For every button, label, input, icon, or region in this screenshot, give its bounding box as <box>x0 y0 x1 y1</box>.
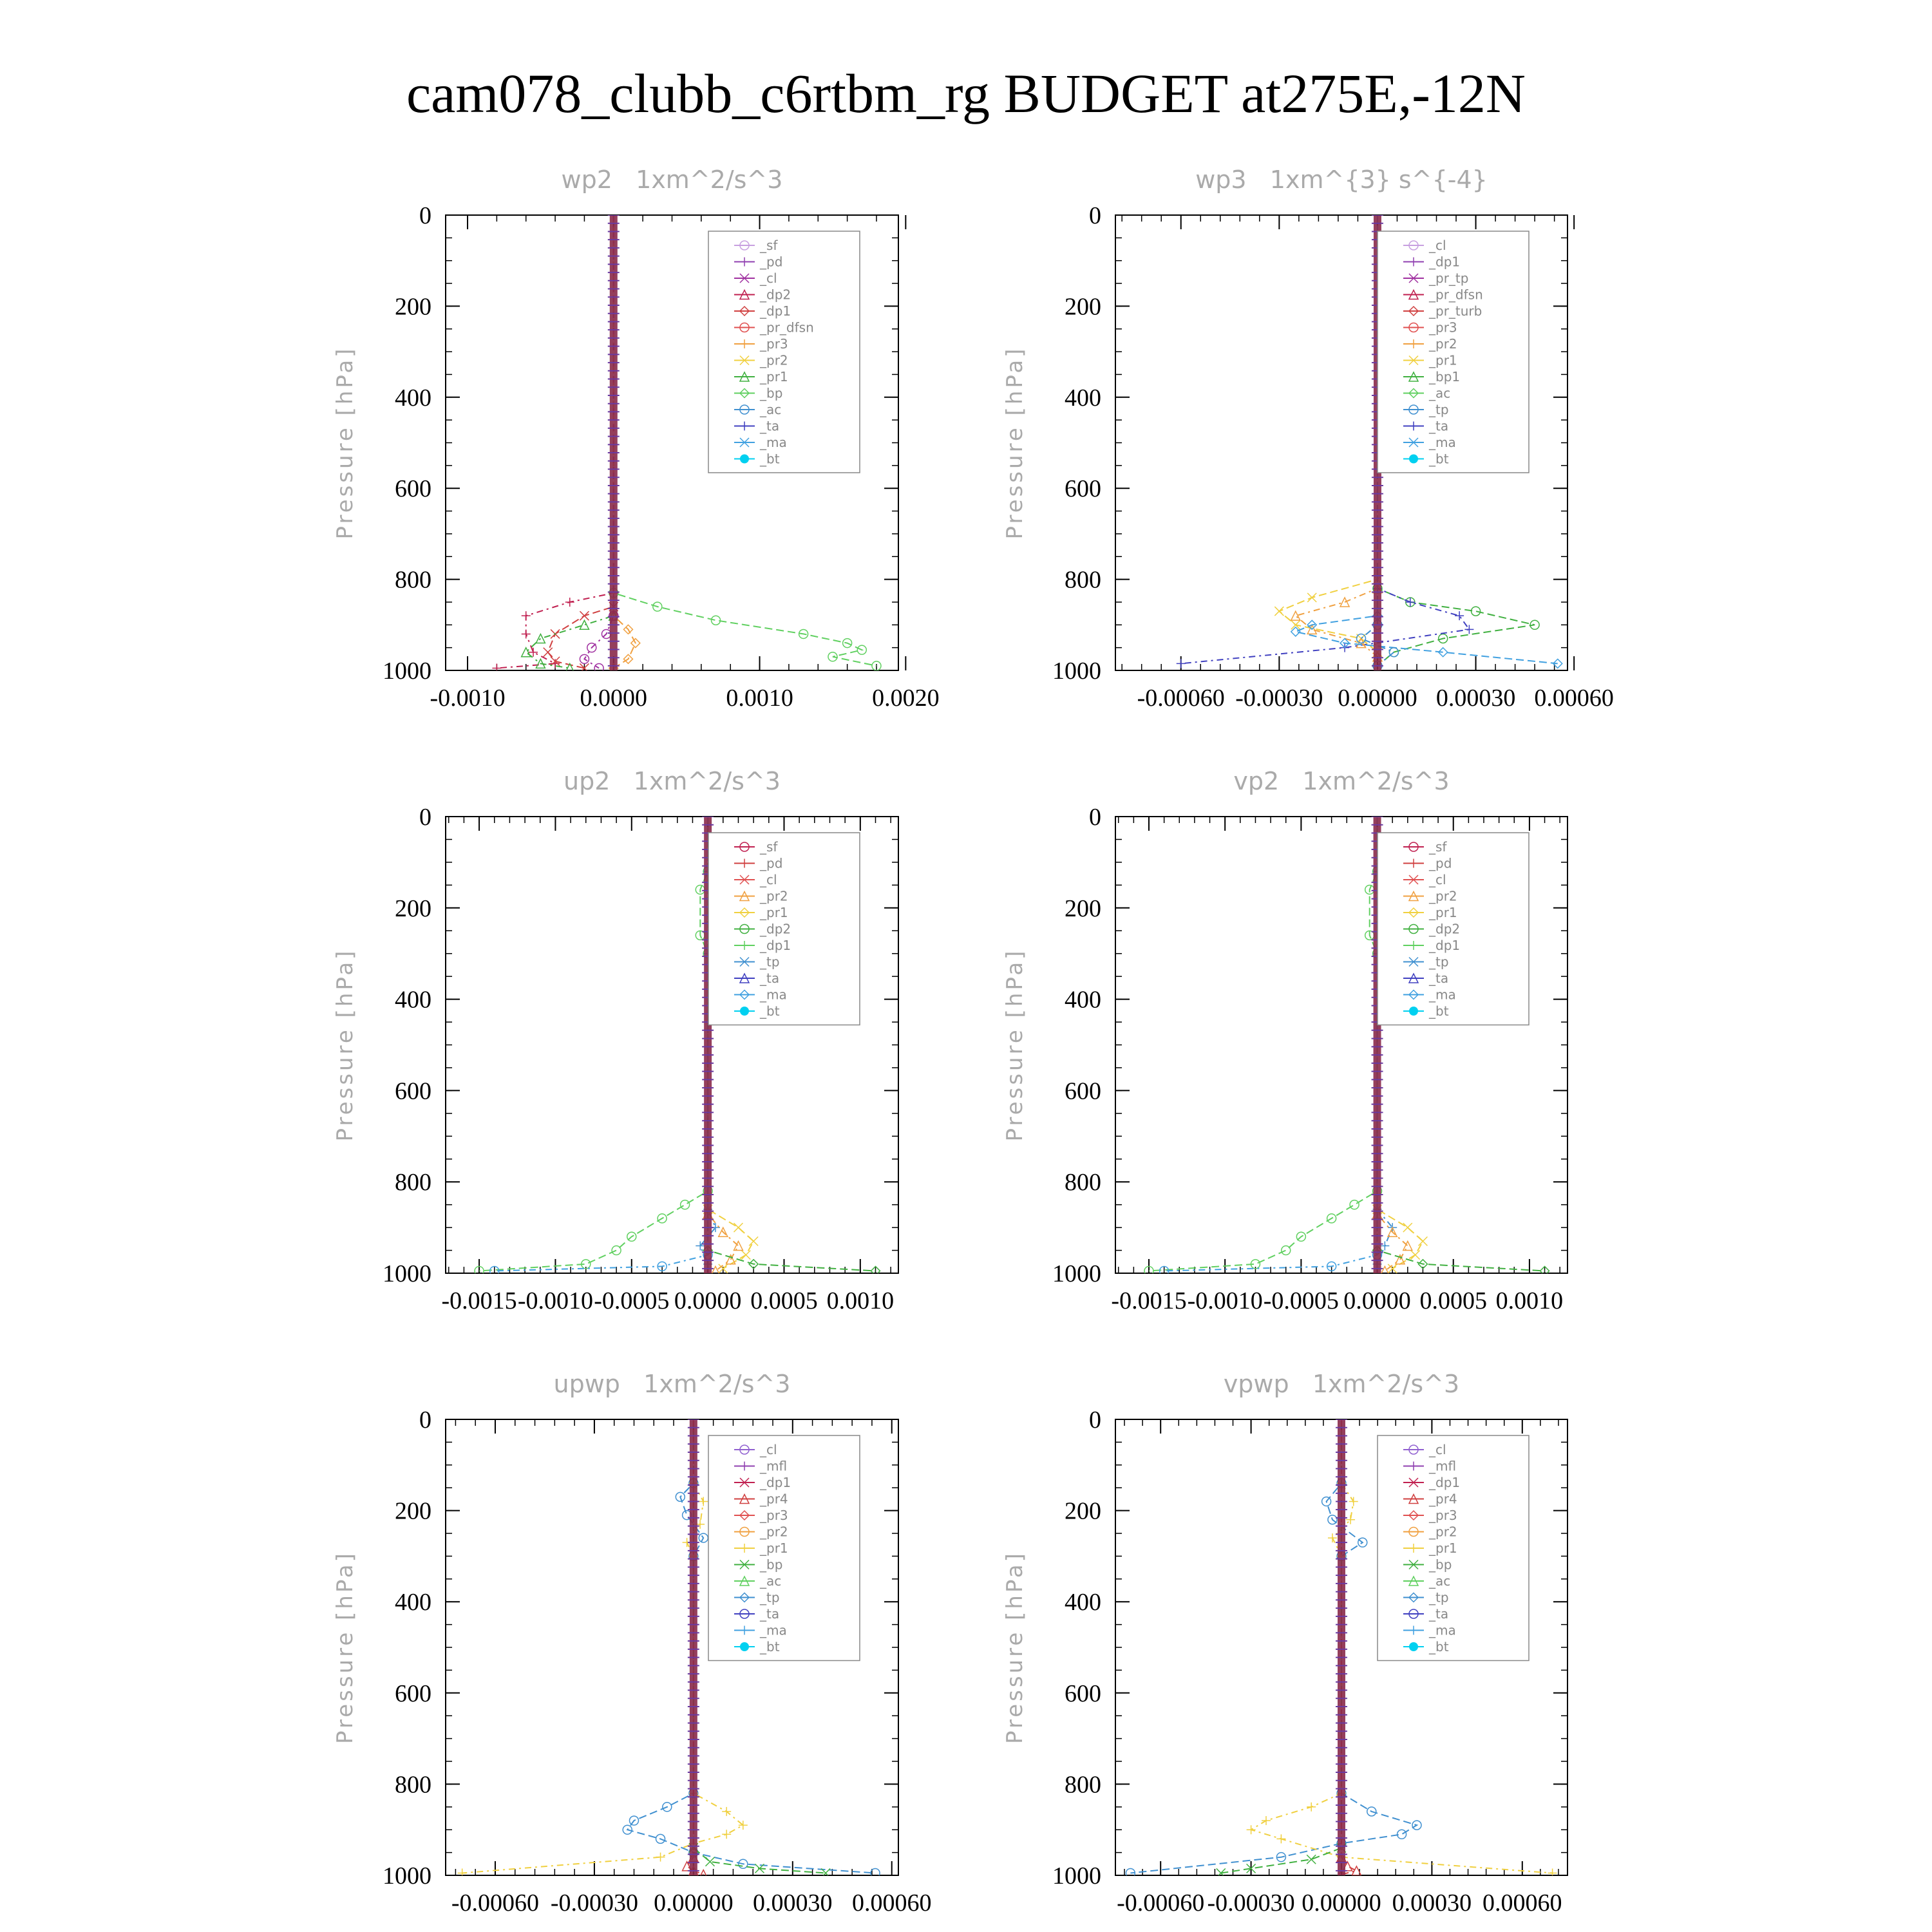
x-tick-label: -0.0015 <box>441 1287 517 1314</box>
data-point <box>722 1830 731 1839</box>
y-tick-label: 0 <box>419 202 431 229</box>
legend-label: _ta <box>760 418 780 434</box>
series-line-pr1 <box>1279 215 1378 652</box>
y-tick-label: 600 <box>395 475 431 503</box>
legend-label: _cl <box>760 1442 777 1457</box>
x-tick-label: 0.0010 <box>826 1287 895 1314</box>
legend-label: _pd <box>760 855 783 871</box>
x-tick-label: 0.0010 <box>1495 1287 1564 1314</box>
legend-label: _pr_tp <box>1429 270 1469 286</box>
data-point <box>699 1497 708 1506</box>
series-line-bp <box>1221 1419 1341 1873</box>
legend-label: _pr1 <box>760 369 788 384</box>
x-tick-label: 0.0020 <box>872 685 940 712</box>
legend-marker <box>740 455 749 464</box>
legend <box>1378 1435 1529 1661</box>
data-point <box>1262 1816 1271 1825</box>
legend-label: _ma <box>760 1622 787 1638</box>
x-tick-label: -0.0010 <box>430 685 506 712</box>
legend-label: _pr2 <box>760 888 788 904</box>
zero-profile-bundle <box>610 215 618 670</box>
chart-panel-6 <box>1002 1370 1567 1917</box>
data-point <box>1282 1246 1291 1255</box>
x-tick-label: 0.0010 <box>726 685 793 712</box>
data-point <box>544 648 553 657</box>
y-tick-label: 400 <box>395 384 431 412</box>
x-tick-label: 0.00030 <box>1435 685 1516 712</box>
y-tick-label: 600 <box>395 1077 431 1105</box>
legend-label: _ta <box>1429 971 1449 986</box>
y-tick-label: 0 <box>419 804 431 831</box>
legend-label: _pr_dfsn <box>1429 287 1483 303</box>
legend-label: _pr3 <box>1429 1508 1457 1523</box>
y-tick-label: 400 <box>1065 384 1101 412</box>
y-tick-label: 600 <box>1065 475 1101 503</box>
panel-title: wp3 1xm^{3} s^{-4} <box>1195 166 1488 194</box>
x-tick-label: 0.00060 <box>1482 1889 1562 1917</box>
y-tick-label: 400 <box>1065 986 1101 1014</box>
y-tick-label: 1000 <box>383 658 431 685</box>
legend-label: _cl <box>1429 872 1446 887</box>
x-tick-label: -0.0005 <box>1263 1287 1339 1314</box>
legend-label: _ta <box>1429 418 1449 434</box>
x-tick-label: 0.0005 <box>1419 1287 1487 1314</box>
x-tick-label: 0.0005 <box>750 1287 818 1314</box>
y-axis-label: Pressure [hPa] <box>332 948 358 1142</box>
data-point <box>1247 1825 1256 1834</box>
legend-label: _pr3 <box>1429 319 1457 336</box>
data-point <box>1307 1803 1316 1812</box>
panel-title: upwp 1xm^2/s^3 <box>553 1370 791 1398</box>
y-tick-label: 600 <box>395 1680 431 1707</box>
legend-label: _pr3 <box>760 1508 788 1523</box>
x-tick-label: -0.00030 <box>1235 685 1323 712</box>
data-point <box>1274 607 1283 616</box>
x-tick-label: 0.00060 <box>1534 685 1614 712</box>
legend-label: _pr1 <box>760 905 788 920</box>
y-tick-label: 200 <box>1065 1497 1101 1525</box>
data-point <box>741 1251 750 1260</box>
legend-label: _pr_dfsn <box>760 319 814 336</box>
data-point <box>1418 1236 1427 1245</box>
y-tick-label: 800 <box>1065 1169 1101 1197</box>
legend-label: _ac <box>760 402 782 417</box>
x-tick-label: -0.0015 <box>1111 1287 1187 1314</box>
legend-label: _pr4 <box>760 1491 788 1507</box>
legend-label: _bp <box>1429 1557 1452 1573</box>
y-tick-label: 1000 <box>1052 1260 1101 1287</box>
legend-label: _dp1 <box>1429 938 1461 953</box>
y-axis-label: Pressure [hPa] <box>332 346 358 540</box>
legend-label: _dp1 <box>1429 1475 1461 1490</box>
legend-label: _pr2 <box>1429 888 1457 904</box>
legend-label: _ma <box>1429 1622 1456 1638</box>
legend-label: _pr1 <box>760 1540 788 1556</box>
data-point <box>1397 1830 1406 1839</box>
y-axis-label: Pressure [hPa] <box>1002 948 1028 1142</box>
legend-label: _dp1 <box>760 1475 791 1490</box>
y-tick-label: 800 <box>1065 1771 1101 1799</box>
legend-label: _sf <box>760 238 778 253</box>
y-tick-label: 800 <box>395 1169 431 1197</box>
data-point <box>1472 607 1481 616</box>
legend-label: _pr1 <box>1429 1540 1457 1556</box>
series-line-ma <box>1164 817 1378 1271</box>
y-tick-label: 200 <box>395 1497 431 1525</box>
legend-label: _mfl <box>1429 1458 1457 1474</box>
data-point <box>1403 1223 1412 1232</box>
data-point <box>749 1236 758 1245</box>
data-point <box>1411 1251 1420 1260</box>
y-tick-label: 0 <box>1089 804 1101 831</box>
data-point <box>1380 1266 1389 1275</box>
legend-label: _pr3 <box>760 336 788 352</box>
x-tick-label: 0.00000 <box>1302 1889 1381 1917</box>
data-point <box>711 1266 720 1275</box>
legend-label: _tp <box>1429 402 1449 417</box>
y-tick-label: 600 <box>1065 1077 1101 1105</box>
series-line-dp2 <box>497 215 613 668</box>
y-tick-label: 800 <box>1065 566 1101 594</box>
legend-label: _ma <box>760 435 787 450</box>
data-point <box>1350 1200 1359 1209</box>
data-point <box>1328 1533 1337 1542</box>
legend-label: _pr2 <box>760 352 788 368</box>
legend-label: _dp1 <box>760 303 791 319</box>
panel-title: vpwp 1xm^2/s^3 <box>1223 1370 1460 1398</box>
y-tick-label: 0 <box>1089 202 1101 229</box>
data-point <box>522 611 531 620</box>
data-point <box>1307 593 1316 602</box>
x-tick-label: -0.00030 <box>1207 1889 1295 1917</box>
zero-profile-bundle <box>690 1419 697 1875</box>
legend-label: _bt <box>1429 451 1449 467</box>
legend-label: _ta <box>1429 1606 1449 1622</box>
legend-label: _sf <box>1429 839 1447 855</box>
legend-label: _cl <box>760 270 777 286</box>
x-tick-label: -0.0005 <box>594 1287 670 1314</box>
y-tick-label: 1000 <box>383 1862 431 1889</box>
legend-label: _bt <box>1429 1003 1449 1019</box>
data-point <box>681 1200 690 1209</box>
legend-marker <box>740 1642 749 1651</box>
data-point <box>492 663 501 672</box>
legend-label: _pr2 <box>1429 1524 1457 1540</box>
legend-marker <box>1409 1642 1418 1651</box>
y-tick-label: 1000 <box>1052 658 1101 685</box>
y-tick-label: 600 <box>1065 1680 1101 1707</box>
data-point <box>1291 611 1300 620</box>
legend-label: _cl <box>1429 238 1446 253</box>
series-line-pr1 <box>462 1419 743 1873</box>
chart-panel-4 <box>1002 767 1567 1314</box>
data-point <box>1464 625 1473 634</box>
legend-label: _ac <box>760 1573 782 1589</box>
legend-label: _bt <box>760 451 780 467</box>
x-tick-label: -0.00060 <box>1137 685 1225 712</box>
legend-label: _ta <box>760 971 780 986</box>
y-tick-label: 200 <box>395 895 431 922</box>
legend-label: _tp <box>760 1589 780 1605</box>
legend-label: _tp <box>760 954 780 970</box>
data-point <box>1349 1497 1358 1506</box>
data-point <box>699 1870 708 1879</box>
x-tick-label: -0.00060 <box>451 1889 540 1917</box>
x-tick-label: 0.00030 <box>1392 1889 1472 1917</box>
legend-label: _pr2 <box>1429 336 1457 352</box>
y-tick-label: 400 <box>395 986 431 1014</box>
data-point <box>1380 1241 1389 1250</box>
legend-label: _dp1 <box>760 938 791 953</box>
legend-marker <box>1409 455 1418 464</box>
legend-label: _ac <box>1429 1573 1451 1589</box>
x-tick-label: -0.0010 <box>1187 1287 1263 1314</box>
y-tick-label: 0 <box>1089 1406 1101 1434</box>
data-point <box>656 1853 665 1862</box>
y-axis-label: Pressure [hPa] <box>332 1551 358 1744</box>
legend-label: _tp <box>1429 1589 1449 1605</box>
series-line-dp1 <box>548 215 614 668</box>
series-line-ma <box>495 817 708 1271</box>
y-tick-label: 0 <box>419 1406 431 1434</box>
legend <box>1378 833 1529 1025</box>
x-tick-label: 0.00000 <box>654 1889 734 1917</box>
legend <box>708 231 860 473</box>
legend-label: _pd <box>1429 855 1452 871</box>
panel-title: wp2 1xm^2/s^3 <box>561 166 783 194</box>
legend-label: _pr4 <box>1429 1491 1457 1507</box>
y-tick-label: 400 <box>395 1589 431 1616</box>
legend-label: _pd <box>760 254 783 270</box>
chart-panel-3 <box>332 767 898 1314</box>
x-tick-label: 0.00000 <box>1338 685 1417 712</box>
y-tick-label: 400 <box>1065 1589 1101 1616</box>
legend-label: _dp2 <box>1429 921 1461 937</box>
legend-label: _ma <box>760 987 787 1003</box>
legend-label: _pr_turb <box>1429 303 1482 319</box>
y-axis-label: Pressure [hPa] <box>1002 346 1028 540</box>
legend <box>708 833 860 1025</box>
series-line-dp1 <box>479 817 708 1271</box>
panel-title: up2 1xm^2/s^3 <box>564 767 781 795</box>
legend-label: _bp1 <box>1429 369 1461 384</box>
legend-label: _sf <box>760 839 778 855</box>
x-tick-label: -0.00060 <box>1117 1889 1205 1917</box>
data-point <box>580 611 589 620</box>
y-axis-label: Pressure [hPa] <box>1002 1551 1028 1744</box>
legend-label: _bt <box>760 1639 780 1654</box>
legend-label: _pr2 <box>760 1524 788 1540</box>
x-tick-label: -0.00030 <box>550 1889 638 1917</box>
legend-label: _bt <box>760 1003 780 1019</box>
x-tick-label: 0.00060 <box>851 1889 932 1917</box>
data-point <box>734 1223 743 1232</box>
panel-title: vp2 1xm^2/s^3 <box>1233 767 1450 795</box>
legend-label: _ma <box>1429 435 1456 450</box>
y-tick-label: 1000 <box>383 1260 431 1287</box>
legend-label: _dp2 <box>760 287 791 303</box>
legend-label: _mfl <box>760 1458 788 1474</box>
zero-profile-bundle <box>1338 1419 1345 1875</box>
chart-panel-2 <box>1002 166 1614 712</box>
chart-panel-1 <box>332 166 940 712</box>
x-tick-label: 0.0000 <box>580 685 648 712</box>
legend <box>1378 231 1529 473</box>
legend-label: _pr1 <box>1429 352 1457 368</box>
x-tick-label: 0.0000 <box>1343 1287 1411 1314</box>
y-tick-label: 200 <box>1065 293 1101 321</box>
x-tick-label: 0.00030 <box>753 1889 833 1917</box>
legend-label: _ac <box>1429 385 1451 401</box>
data-point <box>536 634 545 643</box>
y-tick-label: 200 <box>395 293 431 321</box>
y-tick-label: 200 <box>1065 895 1101 922</box>
legend-label: _bp <box>760 1557 783 1573</box>
legend-label: _tp <box>1429 954 1449 970</box>
data-point <box>1177 659 1186 668</box>
legend-label: _pr1 <box>1429 905 1457 920</box>
legend-marker <box>1409 1007 1418 1016</box>
series-line-dp1 <box>1149 817 1378 1271</box>
data-point <box>1276 1834 1285 1843</box>
x-tick-label: 0.0000 <box>674 1287 742 1314</box>
data-point <box>612 1246 621 1255</box>
data-point <box>458 1868 467 1877</box>
legend-label: _bp <box>760 385 783 401</box>
series-line-tp <box>1130 1419 1417 1873</box>
data-point <box>1548 1868 1557 1877</box>
y-tick-label: 800 <box>395 1771 431 1799</box>
legend-label: _bt <box>1429 1639 1449 1654</box>
legend-label: _cl <box>1429 1442 1446 1457</box>
data-point <box>1455 611 1464 620</box>
data-point <box>565 598 574 607</box>
page-title: cam078_clubb_c6rtbm_rg BUDGET at275E,-12N <box>406 62 1526 124</box>
x-tick-label: -0.0010 <box>517 1287 594 1314</box>
legend-label: _ma <box>1429 987 1456 1003</box>
legend-label: _ta <box>760 1606 780 1622</box>
legend-label: _dp1 <box>1429 254 1461 270</box>
data-point <box>580 620 589 629</box>
legend-label: _cl <box>760 872 777 887</box>
legend <box>708 1435 860 1661</box>
legend-marker <box>740 1007 749 1016</box>
y-tick-label: 800 <box>395 566 431 594</box>
data-point <box>522 629 531 638</box>
chart-panel-5 <box>332 1370 931 1917</box>
y-tick-label: 1000 <box>1052 1862 1101 1889</box>
legend-label: _dp2 <box>760 921 791 937</box>
